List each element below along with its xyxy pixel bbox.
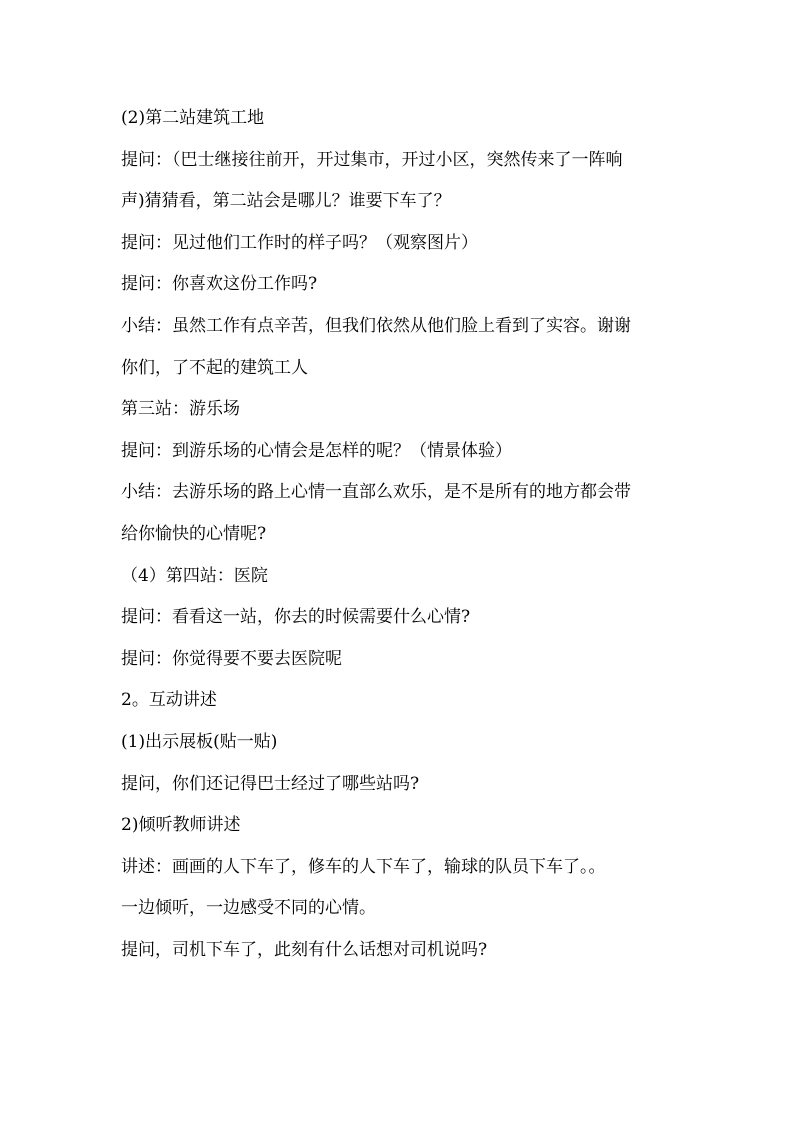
- paragraph-line: 提问：到游乐场的心情会是怎样的呢？（情景体验）: [121, 440, 512, 461]
- paragraph-line: 提问：见过他们工作时的样子吗？（观察图片）: [121, 232, 478, 253]
- paragraph-line: 提问：你喜欢这份工作吗?: [121, 274, 318, 295]
- section-heading-second-stop: (2)第二站建筑工地: [121, 108, 265, 128]
- section-heading-fourth-stop: （4）第四站：医院: [121, 565, 268, 586]
- paragraph-line: 讲述：画画的人下车了，修车的人下车了，输球的队员下车了。。: [121, 856, 606, 877]
- subsection-heading: (1)出示展板(贴一贴): [121, 731, 278, 752]
- subsection-heading: 2)倾听教师讲述: [121, 815, 241, 836]
- paragraph-line: 提问：（巴士继接往前开，开过集市，开过小区，突然传来了一阵响: [121, 149, 623, 170]
- paragraph-line: 提问：看看这一站，你去的时候需要什么心情?: [121, 607, 471, 628]
- paragraph-line: 小结：虽然工作有点辛苦，但我们依然从他们脸上看到了实容。谢谢: [121, 315, 631, 336]
- paragraph-line: 提问，司机下车了，此刻有什么话想对司机说吗?: [121, 939, 488, 960]
- paragraph-line: 你们，了不起的建筑工人: [121, 357, 308, 378]
- paragraph-line: 提问：你觉得要不要去医院呢: [121, 648, 342, 669]
- section-heading-interactive: 2。互动讲述: [121, 690, 217, 711]
- paragraph-line: 一边倾听，一边感受不同的心情。: [121, 898, 376, 919]
- document-body: [121, 102, 681, 975]
- paragraph-line: 小结：去游乐场的路上心情一直部么欢乐，是不是所有的地方都会带: [121, 482, 631, 503]
- paragraph-line: 提问，你们还记得巴士经过了哪些站吗?: [121, 773, 420, 794]
- paragraph-line: 给你愉快的心情呢?: [121, 523, 267, 544]
- paragraph-line: 声)猜猜看，第二站会是哪儿？谁要下车了？: [121, 191, 451, 212]
- section-heading-third-stop: 第三站：游乐场: [121, 399, 240, 420]
